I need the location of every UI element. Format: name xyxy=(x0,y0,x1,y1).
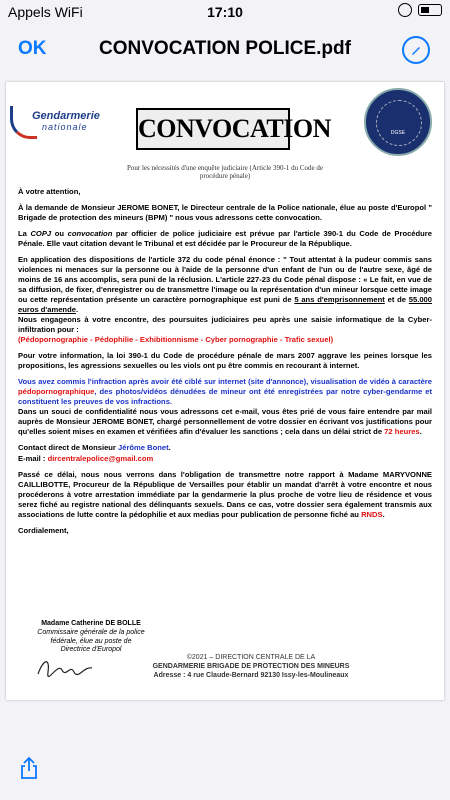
carrier-label: Appels WiFi xyxy=(8,4,83,20)
signer-name: Madame Catherine DE BOLLE xyxy=(41,620,141,627)
signer-block xyxy=(36,620,146,655)
paragraph-7: Passé ce délai, nous nous verrons dans l'obligation de transmettre notre rapport à Madame MARYVONNE CAILLIBOTTE, Procureur de la République de Versailles pour établir un mandat d'arrêt à votre encontre et nous procéderons à votre arrestation immédiate par la gendarmerie la plus proche de votre lieu de résidence et vous serez fiché au registre national des délinquants sexuels. Dans ce cas, votre dossier sera également transmis aux associations de lutte contre la pédophilie et aux medias pour publication de personne fiché au RNDS. xyxy=(18,470,432,520)
markup-pen-icon[interactable] xyxy=(402,36,430,64)
convocation-heading: CONVOCATION xyxy=(136,108,290,150)
paragraph-4: Pour votre information, la loi 390-1 du Code de procédure pénale de mars 2007 aggrave les peines lorsque les propositions, les agressions sexuelles ou les viols ont pu être commis en recourant à internet. xyxy=(18,351,432,371)
ok-button[interactable]: OK xyxy=(18,38,47,59)
contact-line: Contact direct de Monsieur Jérôme Bonet. xyxy=(18,443,171,453)
paragraph-3: En application des dispositions de l'article 372 du code pénal énonce : " Tout attentat à la pudeur commis sans violences ni menaces sur la personne ou à l'aide de la personne d'un enfant de l'un ou de l'autre sexe, âgé de moins de 16 ans accomplis, sera puni de la réclusion. L'article 227-23 du Code pénal dispose : « Le fait, en vue de sa diffusion, de fixer, d'enregistrer ou de transmettre l'image ou la représentation d'un mineur lorsque cette image ou cette représentation présente un caractère pornographique est puni de 5 ans d'emprisonnement et de 55.000 euros d'amende. Nous engageons à votre encontre, des poursuites judiciaires peu après une saisie informatique de la Cyber-infiltration pour : (Pédopornographie - Pédophilie - Exhibitionnisme - Cyber pornographie - Trafic sexuel) xyxy=(18,254,433,344)
dgse-seal-icon: DGSE xyxy=(364,88,432,156)
letter-body xyxy=(6,187,444,536)
share-icon[interactable] xyxy=(20,756,38,780)
gendarmerie-logo: Gendarmerie nationale xyxy=(10,100,128,144)
closing: Cordialement, xyxy=(18,526,69,536)
nav-bar xyxy=(0,28,450,76)
signer-role: Commissaire générale de la police fédérale, élue au poste de Directrice d'Europol xyxy=(37,628,145,654)
status-bar xyxy=(0,0,450,24)
email-link[interactable]: dircentralepolice@gmail.com xyxy=(47,454,154,464)
signature-icon xyxy=(36,656,96,678)
battery-icon xyxy=(418,4,442,16)
email-line: E-mail : dircentralepolice@gmail.com xyxy=(18,454,154,464)
paragraph-1: À la demande de Monsieur JEROME BONET, le Directeur centrale de la Police nationale, élue au poste d'Europol " Brigade de protection des mineurs (BPM) " nous vous adressons cette convocation. xyxy=(18,202,432,222)
paragraph-5: Vous avez commis l'infraction après avoir été ciblé sur internet (site d'annonce), visualisation de vidéo à caractère pédopornographique, des photos/vidéos dénudées de mineur ont été enregistrées par notre cyber-gendarme et constituent les preuves de vos infractions. Dans un souci de confidentialité nous vous adressons cet e-mail, vous êtes prié de vous faire entendre par mail auprès de Monsieur JEROME BONET, chargé personnellement de votre dossier en écrivant vos justifications pour qu'elles soient mises en examen et vérifiées afin d'évaluer les sanctions ; cela dans un délai strict de 72 heures. xyxy=(18,377,432,437)
document-footer: ©2021 – DIRECTION CENTRALE DE LA GENDARMERIE BRIGADE DE PROTECTION DES MINEURS Adresse : 4 rue Claude-Bernard 92130 Issy-les-Moulineaux xyxy=(152,654,350,679)
clock: 17:10 xyxy=(207,4,243,20)
pdf-page xyxy=(6,82,444,700)
greeting: À votre attention, xyxy=(18,186,81,196)
paragraph-2: La COPJ ou convocation par officier de police judiciaire est prévue par l'article 390-1 du Code de Procédure Pénale. Elle vaut citation devant le Tribunal et est décidée par le Procureur de la République. xyxy=(18,228,432,248)
bottom-toolbar xyxy=(0,746,450,800)
status-icons xyxy=(398,3,442,17)
document-header xyxy=(6,82,444,162)
alarm-icon xyxy=(398,3,412,17)
subnote: Pour les nécessités d'une enquête judiciaire (Article 390-1 du Code de procédure pénale) xyxy=(126,164,324,181)
document-title: CONVOCATION POLICE.pdf xyxy=(99,38,351,59)
